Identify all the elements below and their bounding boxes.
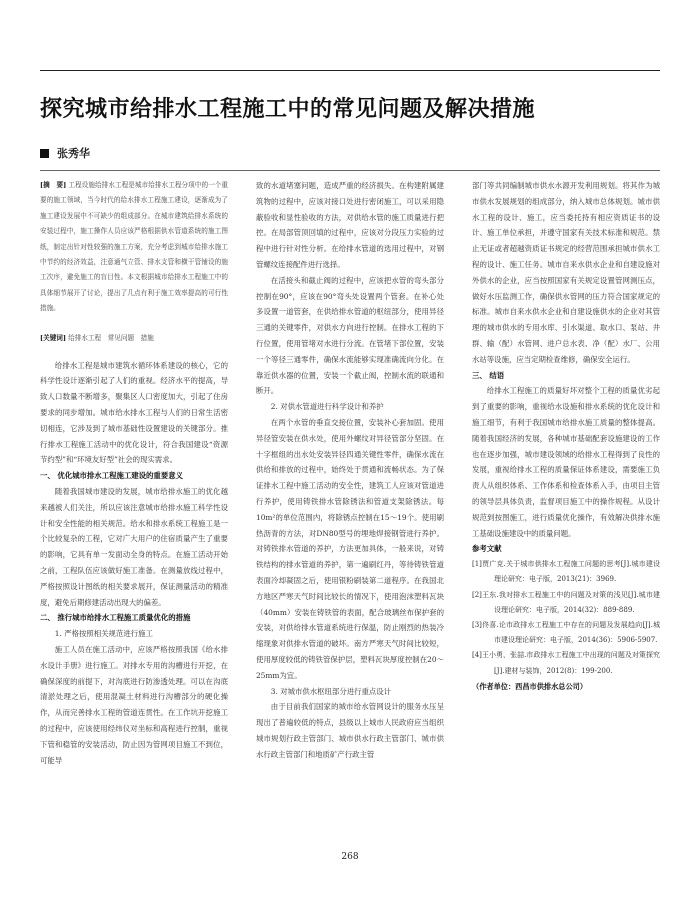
top-rule: [40, 70, 660, 71]
col3-paragraph-1: 部门等共同编制城市供水水源开发利用规划。将其作为城市供水发展规划的组成部分，纳入城市总体规划。城市供水工程的设计、施工，应当委托持有相应资质证书的设计、施工单位承担，并遵守国家有关技术标准和规范。禁止无证或者超越资质证书规定的经营范围承担城市供水工程的设计、施工任务。城市自来水供水企业和自建设施对外供水的企业，应当按照国家有关规定设置管网测压点，做好水压监测工作，确保供水管网的压力符合国家规定的标准。城市自来水供水企业和自建设施供水的企业对其管理的城市供水的专用水库、引水渠道、取水口、泵站、井群、输（配）水管网、进户总水表、净（配）水厂、公用水站等设施，应当定期检查维修，确保安全运行。: [472, 181, 660, 364]
keywords-text: 给排水工程 常见问题 措施: [68, 333, 154, 342]
col2-paragraph-3: 在两个水管的垂直交接位置，安装补心套加固。使用异径管安装在供水处，使用外螺纹对异径管部分坚固。在十字框组的出水处安装异径四通关键性零件，确保水流在供给和排放的过程中，始终处于贯通和流畅状态。为了保证排水工程中施工活动的安全性，建筑工人应该对管道进行养护，使用铸铁排水管除锈法和管道支架除锈法。每10m²的单位范围内，将除锈点控制在15～19个。使用刷热沥青的方法，对DN80型号的埋地焊接钢管进行养护。对铸铁排水管道的养护，方法更加具体，一般来说，对铸铁结构的排水管道的养护，第一遍刷红丹，等待铸铁管道表面冷却凝固之后，使用银粉刷装第二道程序。在我国北方地区严寒天气时间比较长的情况下，使用泡沫塑料瓦块（40mm）安装在铸铁管的表面，配合玻璃丝布保护套的安装，对供给排水管道系统进行保温，防止刚烈的热装冷缩现象对供排水管道的破坏。南方严寒天气时间比较短，使用厚度较低的铸铁管保护层，塑料瓦块厚度控制在20～25mm为宜。: [256, 417, 444, 680]
section-1-paragraph: 随着我国城市建设的发展，城市给排水施工的优化越来越被人们关注，所以应该注意城市给排水施工科学性设计和安全性能的相关规范。给水和排水系统工程施工是一个比较复杂的工程，它对广大用户的住宿质量产生了重要的影响，它具有单一发面动全身的特点。在施工活动开始之前，工程队伍应该做好施工准备。在测量放线过程中，严格按照设计图纸的相关要求展开，保证测量活动的精准度，避免后期修建活动出现大的偏差。: [40, 487, 228, 607]
subsection-2-2-heading: 2. 对供水管道进行科学设计和养护: [270, 402, 384, 412]
references-heading: 参考文献: [472, 544, 502, 554]
author-affiliation: （作者单位：西昌市供排水总公司）: [472, 681, 588, 691]
section-3-heading: 三、 结语: [472, 370, 505, 380]
section-1-heading: 一、 优化城市排水工程施工建设的重要意义: [40, 471, 183, 481]
intro-paragraph: 给排水工程是城市建筑水循环体系建设的核心，它的科学性设计逐渐引起了人们的重视。经济水平的提高，导致人口数量不断增多，聚集区人口密度加大，引起了住房要求的同步增加。城市给水排水工程与人们的日常生活密切相连，它涉及到了城市基础性设置建设的关键部分。推行排水工程施工活动中的优化设计，符合我国建设“资源节约型”和“环境友好型”社会的现实需求。: [40, 360, 228, 465]
page-number: 268: [341, 852, 359, 862]
col2-paragraph-4: 由于目前我们国家的城市给水管网设计的服务水压呈现出了普遍较低的特点，县级以上城市人民政府应当组织城市规划行政主管部门、城市供水行政主管部门、城市供水行政主管部门和地质矿产行政主管: [256, 702, 444, 759]
subsection-2-1-paragraph: 施工人员在施工活动中，应该严格按照我国《给水排水设计手册》进行施工。对排水专用的沟槽进行开挖，在确保深度的前提下，对沟底进行防渗透处理。可以在沟底清淤处理之后，使用混凝土材料进行沟槽部分的硬化操作，从而完善排水工程的管道连贯性。在工作坑开挖施工的过程中，应该使用经纬仪对坐标和高程进行控制，重视下管和稳管的安装活动，防止因为管网项目施工不到位，可能导: [40, 645, 228, 765]
reference-item: [1]贾广克.关于城市供排水工程施工问题的思考[J].城市建设理论研究：电子版，2013(21)：3969.: [472, 560, 660, 584]
author-line: [40, 145, 90, 161]
title-divider: [40, 170, 660, 171]
article-title: 探究城市给排水工程施工中的常见问题及解决措施: [40, 97, 536, 122]
column-2: [256, 178, 444, 762]
subsection-2-3-heading: 3. 对城市供水枢纽部分进行重点设计: [270, 686, 392, 696]
reference-item: [3]佟喜.论市政排水工程施工中存在的问题及发展趋向[J].城市建设理论研究：电子版，2014(36)：5906-5907.: [472, 620, 660, 645]
column-3: [472, 178, 660, 695]
subsection-2-1-heading: 1. 严格按照相关规范进行施工: [54, 629, 153, 639]
section-3-paragraph: 给排水工程施工的质量好坏对整个工程的质量优劣起到了重要的影响，重视给水设施和排水系统的优化设计和施工细节，有利于我国城市给排水施工质量的整体提高。随着我国经济的发展，各种城市基础配套设施建设的工作也在逐步加强，城市建设领域的给排水工程得到了良性的发展，重视给排水工程的质量保证体系建设，需要施工负责人从组织体系、工作体系和检查体系入手，由项目主管的领导层具体负责，监督项目施工中的操作规程。从设计规范到按图施工，进行质量优化操作，有效解决供排水施工基础设施建设中的质量问题。: [472, 386, 660, 538]
abstract-text: 工程设施给排水工程是城市给排水工程分项中的一个重要的施工领域，当今时代的给水排水工程施工建设，逐渐成为了施工建设发展中不可缺少的组成部分。在城市建筑给排水系统的安装过程中，施工操作人员应该严格根据供水管道系统的施工图纸，制定出针对性较强的施工方案，充分考虑到城市给排水施工中节约的经济效益，注意通气立管、排水支管和横干管铺设的施工次序，避免施工的盲目性。本文根据城市给排水工程施工中的具体细节展开了讨论，提出了几点有利于施工效率提高的可行性措施。: [40, 181, 228, 313]
col2-paragraph-1: 致的水道堵塞问题，造成严重的经济损失。在构建附属建筑物的过程中，应该对接口处进行密闭施工，可以采用隐蔽验收和显性验收的方法，对供给水管的施工质量进行把控。在局部管顶回填的过程中，应该对分段压力实验的过程中进行针对性分析。在给排水管道的选用过程中，对钢管螺纹连接配件进行选择。: [256, 181, 444, 269]
column-1: [40, 178, 228, 768]
reference-item: [2]王东.我对排水工程施工中的问题及对策的浅见[J].城市建设理论研究：电子版，2014(32)：889-889.: [472, 590, 660, 614]
abstract: [40, 178, 228, 317]
abstract-label: [摘 要]: [40, 181, 67, 189]
col2-paragraph-2: 在活接头和截止阀的过程中，应该把水管的弯头部分控制在90°，应该在90°弯头处设置两个管套。在补心处多设置一道管套，在供给排水管道的枢纽部分，使用异径三通的关键零件，对供水方向进行控制。在排水工程的下行位置，使用管堵对水进行分流。在管堵下部位置，安装一个等径三通零件，确保水流能够实现准确流向分化。在靠近供水器的位置，安装一个截止阀，控制水流的联通和断开。: [256, 275, 444, 396]
section-2-heading: 二、 推行城市给排水工程施工质量优化的措施: [40, 613, 191, 623]
keywords-label: [关键词]: [40, 333, 67, 342]
author-square-icon: [40, 149, 49, 158]
keywords: [40, 331, 228, 346]
reference-item: [4]王小勇，张喆.市政排水工程施工中出现的问题及对策探究[J].建材与装饰，2012(8)：199-200.: [472, 651, 660, 675]
author-name: 张秀华: [57, 147, 90, 160]
